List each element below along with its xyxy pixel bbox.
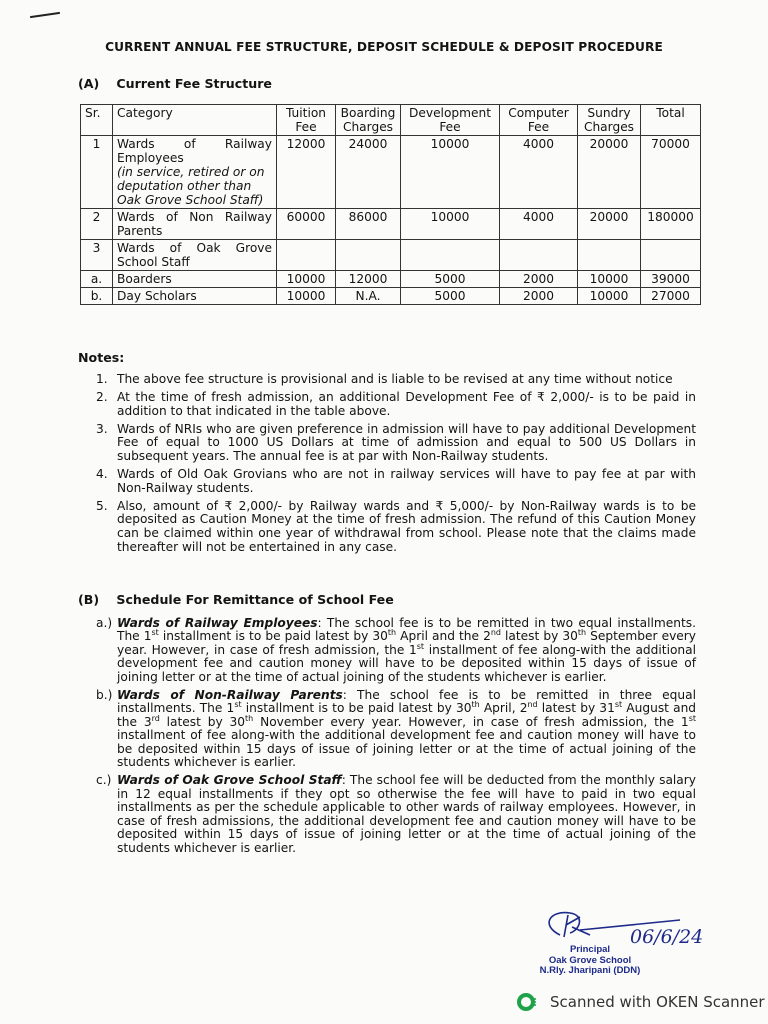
text-segment: November every year. However, in case of fresh admission, the 1 xyxy=(253,714,689,729)
text-segment: Wards of Oak Grove School Staff xyxy=(117,773,342,788)
section-title: Schedule For Remittance of School Fee xyxy=(116,592,394,607)
column-header: Category xyxy=(113,105,277,136)
fee-cell xyxy=(578,240,641,271)
fee-cell: 10000 xyxy=(578,288,641,305)
fee-cell: 39000 xyxy=(641,271,701,288)
fee-cell: 86000 xyxy=(336,209,401,240)
page-title: CURRENT ANNUAL FEE STRUCTURE, DEPOSIT SCHEDULE & DEPOSIT PROCEDURE xyxy=(105,40,663,54)
schedule-list xyxy=(96,617,696,860)
fee-cell: 4000 xyxy=(500,209,578,240)
item-number: 4. xyxy=(96,467,108,482)
item-text xyxy=(117,468,696,495)
column-header: Sundry Charges xyxy=(578,105,641,136)
fee-cell: 12000 xyxy=(336,271,401,288)
table-row xyxy=(81,209,701,240)
text-segment: st xyxy=(688,713,696,723)
list-item xyxy=(96,689,696,769)
fee-cell: 2000 xyxy=(500,288,578,305)
category-cell xyxy=(113,136,277,209)
section-title: Current Fee Structure xyxy=(116,76,272,91)
stamp-line: N.Rly. Jharipani (DDN) xyxy=(539,965,641,976)
item-number: 2. xyxy=(96,390,108,405)
text-segment: August and the 3 xyxy=(117,701,697,729)
fee-cell: 4000 xyxy=(500,136,578,209)
text-segment: st xyxy=(151,628,159,638)
item-number: c.) xyxy=(96,773,112,788)
item-number: b.) xyxy=(96,688,113,703)
category-cell xyxy=(113,271,277,288)
sr-cell: 1 xyxy=(81,136,113,209)
item-text xyxy=(117,391,696,418)
fee-cell: N.A. xyxy=(336,288,401,305)
item-text xyxy=(117,774,696,854)
fee-cell: 24000 xyxy=(336,136,401,209)
category-cell xyxy=(113,240,277,271)
fee-cell xyxy=(277,240,336,271)
text-segment: : The school fee is to be remitted in three equal installments. The 1 xyxy=(117,688,696,716)
text-segment: nd xyxy=(490,628,501,638)
item-number: 3. xyxy=(96,421,108,436)
list-item xyxy=(96,774,696,854)
text-segment: rd xyxy=(151,713,160,723)
scanner-watermark xyxy=(516,991,765,1013)
fee-cell xyxy=(500,240,578,271)
text-segment: : The school fee is to be remitted in two equal installments. The 1 xyxy=(117,616,696,644)
category-text: Wards of Railway Employees xyxy=(117,137,272,165)
item-text xyxy=(117,617,696,684)
category-text: Wards of Oak Grove School Staff xyxy=(117,241,272,269)
text-segment: th xyxy=(577,628,587,638)
item-text xyxy=(117,373,696,387)
text-segment: The above fee structure is provisional and is liable to be revised at any time without notice xyxy=(117,372,673,386)
list-item xyxy=(96,391,696,418)
text-segment: Wards of Old Oak Grovians who are not in railway services will have to pay fee at par with Non-Railway students. xyxy=(117,467,696,495)
text-segment: Wards of Railway Employees xyxy=(117,616,318,630)
category-cell xyxy=(113,209,277,240)
text-segment: installment is to be paid latest by 30 xyxy=(241,701,472,716)
sr-cell: 3 xyxy=(81,240,113,271)
text-segment: latest by 31 xyxy=(537,701,615,716)
list-item xyxy=(96,373,696,387)
item-number: 5. xyxy=(96,498,108,513)
text-segment: th xyxy=(245,713,254,723)
list-item xyxy=(96,617,696,684)
fee-cell: 5000 xyxy=(401,271,500,288)
fee-cell: 27000 xyxy=(641,288,701,305)
text-segment: Also, amount of ₹ 2,000/- by Railway wards and ₹ 5,000/- by Non-Railway wards is to be deposited as Caution Money at the time of fresh admission. The refund of this Caution Money can be claimed within one year of withdrawal from school. Please note that the claims made thereafter will not be entertained in any case. xyxy=(117,498,696,554)
table-row xyxy=(81,288,701,305)
text-segment: th xyxy=(387,628,397,638)
item-text xyxy=(117,500,696,554)
text-segment: latest by 30 xyxy=(500,629,578,644)
category-text: Boarders xyxy=(117,272,172,286)
text-segment: April, 2 xyxy=(479,701,528,716)
item-text xyxy=(117,689,696,769)
fee-cell xyxy=(641,240,701,271)
table-row xyxy=(81,271,701,288)
fee-cell: 20000 xyxy=(578,136,641,209)
notes-list xyxy=(96,373,696,559)
fee-cell: 10000 xyxy=(401,209,500,240)
fee-cell: 70000 xyxy=(641,136,701,209)
signature xyxy=(540,905,710,950)
sr-cell: a. xyxy=(81,271,113,288)
text-segment: nd xyxy=(527,700,538,710)
fee-cell: 20000 xyxy=(578,209,641,240)
stamp-line: Principal xyxy=(569,944,611,955)
list-item xyxy=(96,468,696,495)
text-segment: installment is to be paid latest by 30 xyxy=(158,629,388,644)
section-label: (B) xyxy=(78,592,100,607)
category-text: Day Scholars xyxy=(117,289,197,303)
stamp-line: Oak Grove School xyxy=(548,954,632,966)
fee-cell xyxy=(401,240,500,271)
sr-cell: 2 xyxy=(81,209,113,240)
list-item xyxy=(96,423,696,464)
item-text xyxy=(117,423,696,464)
item-number: 1. xyxy=(96,372,108,386)
fee-cell: 10000 xyxy=(277,288,336,305)
text-segment: April and the 2 xyxy=(396,629,491,644)
text-segment: installment of fee along-with the additional development fee and caution money will have to be deposited within 15 days of issue of joining letter or at the time of actual joining of the students whichever is earlier. xyxy=(117,642,696,684)
text-segment: At the time of fresh admission, an additional Development Fee of ₹ 2,000/- is to be paid in addition to that indicated in the table above. xyxy=(117,390,696,418)
column-header: Boarding Charges xyxy=(336,105,401,136)
column-header: Tuition Fee xyxy=(277,105,336,136)
fee-cell: 12000 xyxy=(277,136,336,209)
category-cell xyxy=(113,288,277,305)
category-text: Wards of Non Railway Parents xyxy=(117,210,272,238)
text-segment: st xyxy=(614,700,623,710)
category-note: (in service, retired or on deputation other than Oak Grove School Staff) xyxy=(117,165,265,207)
text-segment: installment of fee along-with the additional development fee and caution money will have to be deposited within 15 days of issue of joining letter or at the time of actual joining of the students whichever is earlier. xyxy=(117,728,696,770)
fee-cell: 2000 xyxy=(500,271,578,288)
text-segment: : The school fee will be deducted from the monthly salary in 12 equal installments if they opt so otherwise the fee will have to paid in two equal installments as per the schedule applicable to other wards of railway employees. However, in case of fresh admissions, the additional development fee and caution money will have to be deposited within 15 days of issue of joining letter or at the time of actual joining of the students whichever is earlier. xyxy=(117,773,696,855)
text-segment: latest by 30 xyxy=(159,714,246,729)
fee-cell: 180000 xyxy=(641,209,701,240)
table-row xyxy=(81,240,701,271)
column-header: Sr. xyxy=(81,105,113,136)
text-segment: Wards of Non-Railway Parents xyxy=(117,688,343,703)
text-segment: st xyxy=(234,700,242,710)
fee-cell xyxy=(336,240,401,271)
notes-heading: Notes: xyxy=(78,350,125,365)
list-item xyxy=(96,500,696,554)
table-header-row xyxy=(81,105,701,136)
scanner-text: Scanned with OKEN Scanner xyxy=(550,993,765,1011)
section-b-heading xyxy=(78,592,394,607)
fee-cell: 10000 xyxy=(401,136,500,209)
sr-cell: b. xyxy=(81,288,113,305)
column-header: Computer Fee xyxy=(500,105,578,136)
text-segment: September every year. However, in case of fresh admission, the 1 xyxy=(117,629,697,657)
principal-stamp xyxy=(530,945,650,977)
fee-table xyxy=(80,104,701,305)
fee-cell: 5000 xyxy=(401,288,500,305)
pen-mark xyxy=(30,12,60,18)
text-segment: st xyxy=(416,641,425,651)
fee-cell: 10000 xyxy=(578,271,641,288)
column-header: Total xyxy=(641,105,701,136)
column-header: Development Fee xyxy=(401,105,500,136)
table-row xyxy=(81,136,701,209)
text-segment: th xyxy=(471,700,480,710)
fee-cell: 10000 xyxy=(277,271,336,288)
oken-logo-icon xyxy=(516,991,538,1013)
item-number: a.) xyxy=(96,616,113,630)
section-label: (A) xyxy=(78,76,100,91)
fee-cell: 60000 xyxy=(277,209,336,240)
signature-date: 06/6/24 xyxy=(630,926,704,948)
section-a-heading xyxy=(78,76,272,91)
text-segment: Wards of NRIs who are given preference in admission will have to pay additional Development Fee of equal to 1000 US Dollars at time of admission and equal to 500 US Dollars in subsequent years. The annual fee is at par with Non-Railway students. xyxy=(117,421,696,463)
